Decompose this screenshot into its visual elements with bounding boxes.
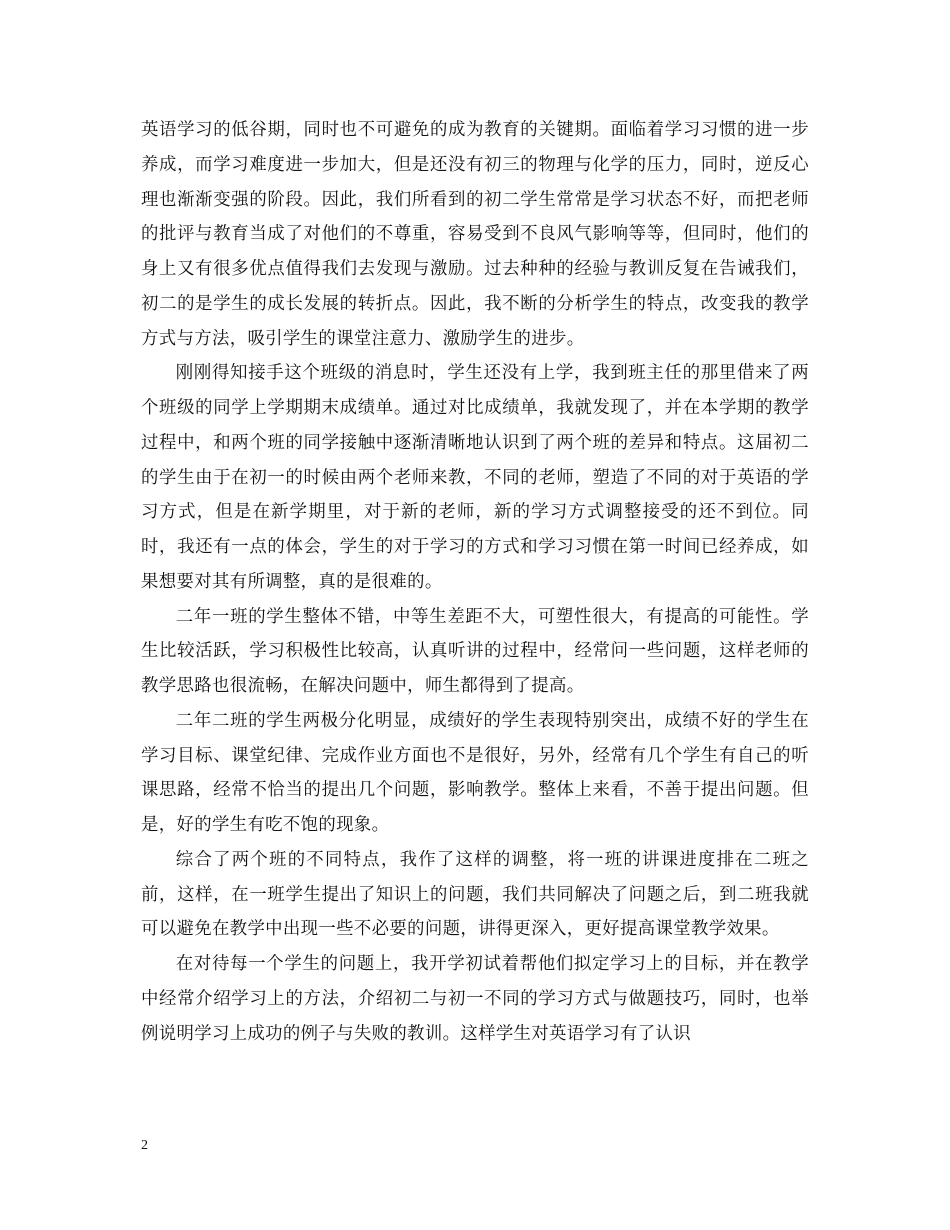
paragraph-5: 综合了两个班的不同特点，我作了这样的调整，将一班的讲课进度排在二班之前，这样，在一班学生提出了知识上的问题，我们共同解决了问题之后，到二班我就可以避免在教学中出现一些不必要的问题，讲得更深入，更好提高课堂教学效果。 xyxy=(141,849,809,940)
paragraph-6: 在对待每一个学生的问题上，我开学初试着帮他们拟定学习上的目标，并在教学中经常介绍学习上的方法，介绍初二与初一不同的学习方式与做题技巧，同时，也举例说明学习上成功的例子与失败的教训。这样学生对英语学习有了认识 xyxy=(141,954,809,1044)
document-body xyxy=(141,113,809,1051)
paragraph-1: 英语学习的低谷期，同时也不可避免的成为教育的关键期。面临着学习习惯的进一步养成，而学习难度进一步加大，但是还没有初三的物理与化学的压力，同时，逆反心理也渐渐变强的阶段。因此，我们所看到的初二学生常常是学习状态不好，而把老师的批评与教育当成了对他们的不尊重，容易受到不良风气影响等等，但同时，他们的身上又有很多优点值得我们去发现与激励。过去种种的经验与教训反复在告诫我们，初二的是学生的成长发展的转折点。因此，我不断的分析学生的特点，改变我的教学方式与方法，吸引学生的课堂注意力、激励学生的进步。 xyxy=(141,120,809,349)
paragraph-4: 二年二班的学生两极分化明显，成绩好的学生表现特别突出，成绩不好的学生在学习目标、课堂纪律、完成作业方面也不是很好，另外，经常有几个学生有自己的听课思路，经常不恰当的提出几个问题，影响教学。整体上来看，不善于提出问题。但是，好的学生有吃不饱的现象。 xyxy=(141,710,809,835)
page-number: 2 xyxy=(141,1138,148,1153)
paragraph-3: 二年一班的学生整体不错，中等生差距不大，可塑性很大，有提高的可能性。学生比较活跃，学习积极性比较高，认真听讲的过程中，经常问一些问题，这样老师的教学思路也很流畅，在解决问题中，师生都得到了提高。 xyxy=(141,606,809,696)
paragraph-2: 刚刚得知接手这个班级的消息时，学生还没有上学，我到班主任的那里借来了两个班级的同学上学期期末成绩单。通过对比成绩单，我就发现了，并在本学期的教学过程中，和两个班的同学接触中逐渐清晰地认识到了两个班的差异和特点。这届初二的学生由于在初一的时候由两个老师来教，不同的老师，塑造了不同的对于英语的学习方式，但是在新学期里，对于新的老师，新的学习方式调整接受的还不到位。同时，我还有一点的体会，学生的对于学习的方式和学习习惯在第一时间已经养成，如果想要对其有所调整，真的是很难的。 xyxy=(141,363,809,592)
